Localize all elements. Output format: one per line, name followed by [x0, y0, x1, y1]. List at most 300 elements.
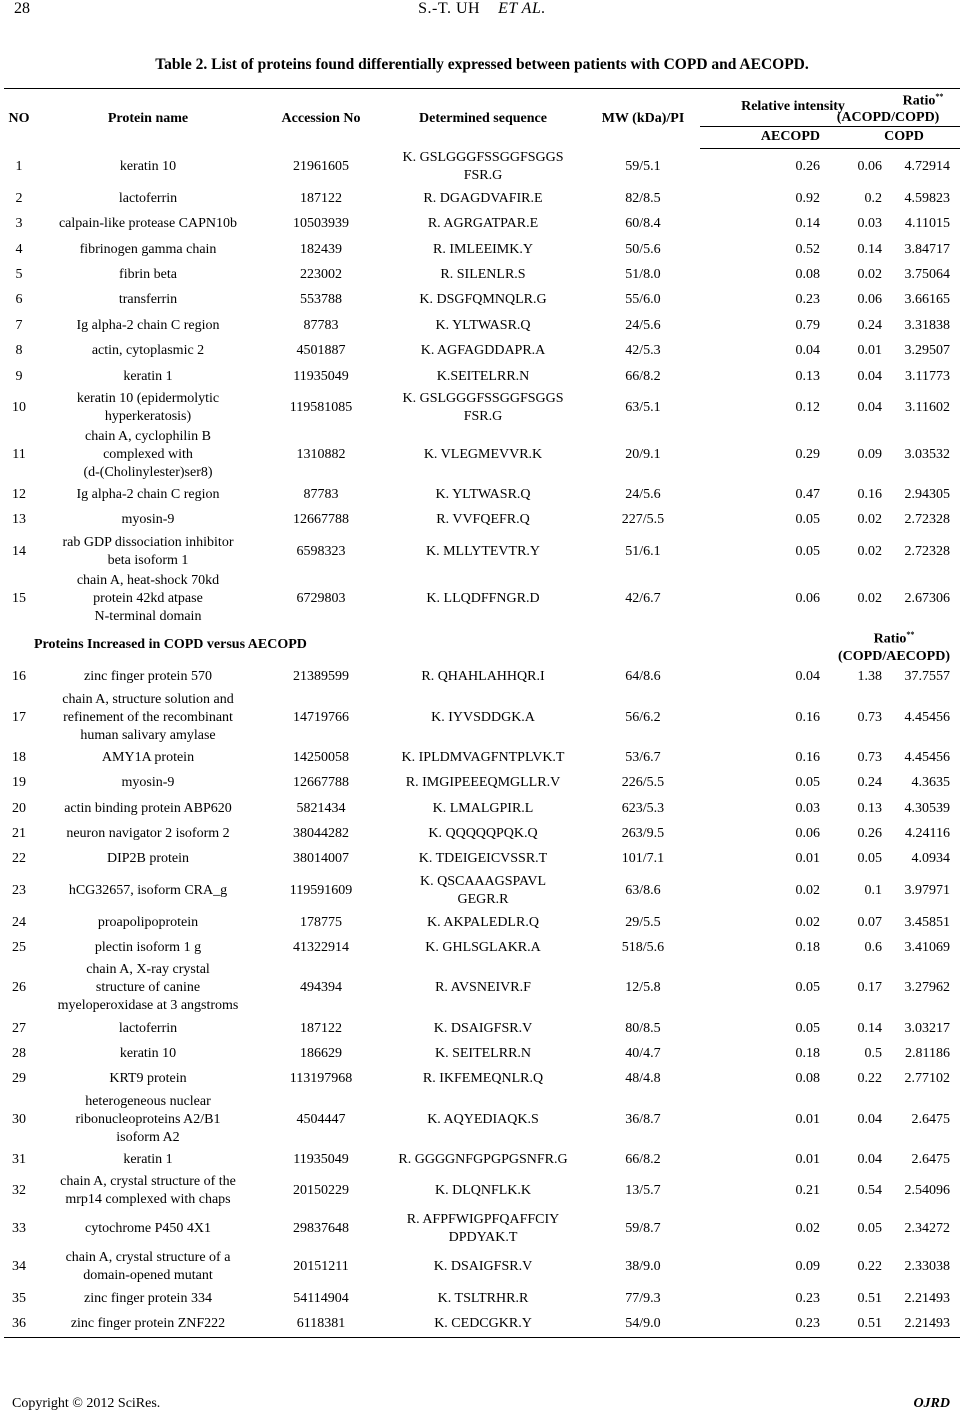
col-header-sequence: Determined sequence [380, 89, 586, 149]
aecopd-cell: 0.23 [795, 1291, 820, 1307]
ratio-cell: 2.21493 [904, 1291, 951, 1307]
protein-name-line: chain A, structure solution and [62, 691, 234, 707]
aecopd-cell: 0.05 [795, 980, 820, 996]
ratio-cell: 2.34272 [904, 1221, 951, 1237]
ratio-cell: 2.54096 [904, 1183, 951, 1199]
col-header-accession: Accession No [262, 89, 380, 149]
mw-cell: 60/8.4 [625, 216, 661, 232]
sequence-cell [380, 872, 586, 910]
table-row [4, 935, 960, 960]
ratio-cell: 3.11602 [905, 400, 951, 416]
no-cell: 33 [12, 1221, 26, 1237]
protein-name-line: myeloperoxidase at 3 angstroms [57, 998, 239, 1014]
no-cell: 26 [12, 980, 26, 996]
sequence-cell [380, 339, 586, 364]
no-cell: 12 [12, 486, 26, 502]
mw-cell: 51/8.0 [625, 267, 661, 283]
sequence-cell [380, 313, 586, 338]
protein-name-line: refinement of the recombinant [63, 709, 233, 725]
protein-name-line: proapolipoprotein [97, 914, 199, 930]
sequence-cell [380, 262, 586, 287]
copd-cell: 0.05 [857, 1221, 883, 1237]
protein-name-cell [34, 508, 262, 533]
no-cell: 16 [12, 669, 26, 685]
sequence-line: K. IPLDMVAGFNTPLVK.T [401, 749, 565, 765]
aecopd-cell: 0.02 [795, 883, 820, 899]
protein-name-line: lactoferrin [118, 190, 178, 206]
table-row [4, 313, 960, 338]
sequence-cell [380, 571, 586, 626]
mw-cell: 38/9.0 [625, 1259, 661, 1275]
protein-name-line: (d-(Cholinylester)ser8) [83, 464, 213, 480]
mw-cell: 59/8.7 [625, 1221, 661, 1237]
table-row [4, 389, 960, 427]
accession-cell: 178775 [300, 914, 342, 930]
copd-cell: 0.6 [864, 940, 883, 956]
protein-table-wrapper [4, 88, 960, 1338]
copd-cell: 0.54 [857, 1183, 883, 1199]
mw-cell: 63/8.6 [625, 883, 661, 899]
mw-cell: 66/8.2 [625, 368, 661, 384]
ratio-cell: 2.72328 [904, 512, 951, 528]
protein-name-cell [34, 745, 262, 770]
no-cell: 14 [12, 544, 26, 560]
copd-cell: 0.06 [857, 159, 883, 175]
copd-cell: 0.73 [857, 709, 883, 725]
table-row [4, 237, 960, 262]
protein-name-cell [34, 1067, 262, 1092]
sequence-cell [380, 935, 586, 960]
no-cell: 5 [15, 267, 23, 283]
sequence-cell [380, 482, 586, 507]
section-ratio-subtitle: (COPD/AECOPD) [838, 648, 950, 664]
aecopd-cell: 0.23 [795, 292, 820, 308]
accession-cell: 10503939 [293, 216, 349, 232]
protein-name-line: myosin-9 [121, 512, 175, 528]
sequence-cell [380, 1016, 586, 1041]
protein-name-line: zinc finger protein 334 [84, 1291, 212, 1307]
protein-name-cell [34, 961, 262, 1016]
sequence-cell [380, 186, 586, 211]
section-ratio-footnote-mark: ** [906, 630, 915, 640]
sequence-cell [380, 665, 586, 690]
copd-cell: 0.14 [857, 241, 883, 257]
accession-cell: 14719766 [293, 709, 349, 725]
aecopd-cell: 0.21 [795, 1183, 820, 1199]
protein-name-line: ribonucleoproteins A2/B1 [75, 1111, 221, 1127]
copd-cell: 0.01 [857, 343, 883, 359]
protein-name-line: Ig alpha-2 chain C region [76, 317, 220, 333]
sequence-line: R. SILENLR.S [440, 267, 526, 283]
sequence-line: DPDYAK.T [448, 1230, 518, 1246]
protein-name-line: keratin 10 [119, 1045, 177, 1061]
aecopd-cell: 0.16 [795, 749, 820, 765]
sequence-cell [380, 288, 586, 313]
protein-name-cell [34, 690, 262, 745]
table-body-increased-aecopd [4, 148, 960, 626]
protein-name-cell [34, 821, 262, 846]
protein-name-line: isoform A2 [116, 1129, 180, 1145]
sequence-line: K. VLEGMEVVR.K [423, 446, 543, 462]
aecopd-cell: 0.06 [795, 590, 820, 606]
sequence-line: K. TDEIGEICVSSR.T [418, 851, 548, 867]
protein-name-line: rab GDP dissociation inhibitor [62, 535, 234, 551]
protein-name-cell [34, 1092, 262, 1147]
mw-cell: 12/5.8 [625, 980, 661, 996]
protein-name-cell [34, 935, 262, 960]
sequence-line: R. IMGIPEEEQMGLLR.V [405, 775, 561, 791]
protein-name-line: myosin-9 [121, 775, 175, 791]
protein-name-cell [34, 262, 262, 287]
table-row [4, 847, 960, 872]
no-cell: 23 [12, 883, 26, 899]
protein-name-line: hyperkeratosis) [104, 409, 192, 425]
accession-cell: 187122 [300, 190, 342, 206]
mw-cell: 226/5.5 [621, 775, 665, 791]
sequence-cell [380, 821, 586, 846]
protein-name-line: heterogeneous nuclear [85, 1093, 211, 1109]
sequence-cell [380, 212, 586, 237]
sequence-cell [380, 1286, 586, 1311]
aecopd-cell: 0.02 [795, 1221, 820, 1237]
copd-cell: 0.06 [857, 292, 883, 308]
no-cell: 36 [4, 1312, 34, 1337]
aecopd-cell: 0.01 [795, 1111, 820, 1127]
table-row [4, 364, 960, 389]
protein-name-line: domain-opened mutant [83, 1268, 213, 1284]
ratio-cell: 2.6475 [911, 1151, 951, 1167]
no-cell: 30 [12, 1111, 26, 1127]
mw-cell: 36/8.7 [625, 1111, 661, 1127]
accession-cell: 38014007 [293, 851, 349, 867]
protein-name-cell [34, 1248, 262, 1286]
aecopd-cell: 0.29 [795, 446, 820, 462]
protein-name-cell [34, 1210, 262, 1248]
accession-cell: 4504447 [296, 1111, 346, 1127]
sequence-line: R. IMLEEIMK.Y [433, 241, 533, 257]
ratio-cell: 2.67306 [904, 590, 951, 606]
aecopd-cell: 0.92 [795, 190, 820, 206]
sequence-cell [380, 847, 586, 872]
ratio-cell: 3.45851 [904, 914, 951, 930]
protein-name-cell [34, 1147, 262, 1172]
sequence-line: K.SEITELRR.N [436, 368, 530, 384]
protein-name-cell [34, 1172, 262, 1210]
accession-cell: 29837648 [293, 1221, 349, 1237]
section-label: Proteins Increased in COPD versus AECOPD [34, 637, 307, 653]
sequence-cell [380, 533, 586, 571]
accession-cell: 6598323 [296, 544, 346, 560]
protein-name-cell [34, 1041, 262, 1066]
protein-name-line: cytochrome P450 4X1 [85, 1221, 211, 1237]
aecopd-cell: 0.26 [795, 159, 820, 175]
protein-name-line: calpain-like protease CAPN10b [58, 216, 238, 232]
copd-cell: 0.1 [864, 883, 883, 899]
table-row [4, 212, 960, 237]
table-row [4, 910, 960, 935]
no-cell: 10 [12, 400, 26, 416]
copd-cell: 0.07 [857, 914, 883, 930]
no-cell: 2 [15, 190, 23, 206]
sequence-cell [380, 1210, 586, 1248]
accession-cell: 223002 [300, 267, 342, 283]
mw-cell: 48/4.8 [625, 1071, 661, 1087]
mw-cell: 42/6.7 [625, 590, 661, 606]
ratio-label: Ratio [902, 93, 936, 109]
aecopd-cell: 0.08 [795, 1071, 820, 1087]
no-cell: 22 [12, 851, 26, 867]
copd-cell: 0.13 [857, 800, 883, 816]
accession-cell: 20151211 [293, 1259, 349, 1275]
mw-cell: 64/8.6 [625, 669, 661, 685]
sequence-line: K. TSLTRHR.R [437, 1291, 529, 1307]
sequence-line: K. QSCAAAGSPAVL [419, 874, 547, 890]
protein-name-cell [34, 186, 262, 211]
protein-name-line: chain A, heat-shock 70kd [76, 572, 220, 588]
ratio-cell: 4.3635 [911, 775, 951, 791]
protein-name-cell [34, 665, 262, 690]
no-cell: 29 [12, 1071, 26, 1087]
ratio-cell: 4.72914 [904, 159, 951, 175]
accession-cell: 87783 [303, 486, 339, 502]
sequence-cell [380, 1092, 586, 1147]
sequence-line: K. GSLGGGFSSGGFSGGS [402, 150, 564, 166]
copd-cell: 0.02 [857, 544, 883, 560]
accession-cell: 113197968 [289, 1071, 353, 1087]
sequence-cell [380, 389, 586, 427]
no-cell: 13 [12, 512, 26, 528]
table-row [4, 1067, 960, 1092]
protein-name-cell [34, 771, 262, 796]
aecopd-cell: 0.02 [795, 914, 820, 930]
aecopd-cell: 0.03 [795, 800, 820, 816]
accession-cell: 1310882 [296, 446, 346, 462]
ratio-cell: 2.21493 [886, 1312, 960, 1337]
ratio-cell: 3.03532 [904, 446, 951, 462]
protein-name-line: DIP2B protein [106, 851, 190, 867]
aecopd-cell: 0.01 [795, 1151, 820, 1167]
ratio-cell: 3.29507 [904, 343, 951, 359]
mw-cell: 101/7.1 [621, 851, 665, 867]
sequence-cell [380, 1172, 586, 1210]
protein-table [4, 88, 960, 1338]
copd-cell: 0.24 [857, 317, 883, 333]
protein-name-cell [34, 1312, 262, 1337]
mw-cell: 29/5.5 [625, 914, 661, 930]
sequence-line: K. DLQNFLK.K [434, 1183, 532, 1199]
table-row [4, 148, 960, 186]
footer-journal: OJRD [913, 1396, 950, 1411]
sequence-line: R. GGGGNFGPGPGSNFR.G [398, 1151, 568, 1167]
mw-cell: 263/9.5 [621, 825, 665, 841]
no-cell: 15 [12, 590, 26, 606]
sequence-line: R. DGAGDVAFIR.E [423, 190, 543, 206]
section-row [4, 626, 960, 665]
header-row [4, 89, 960, 127]
sequence-cell [380, 1041, 586, 1066]
sequence-line: FSR.G [463, 168, 503, 184]
mw-cell: 518/5.6 [621, 940, 665, 956]
table-row [4, 961, 960, 1016]
sequence-cell [380, 148, 586, 186]
protein-name-line: human salivary amylase [80, 727, 216, 743]
section-header [4, 626, 960, 665]
aecopd-cell: 0.04 [795, 669, 820, 685]
table-row [4, 339, 960, 364]
sequence-line: K. AKPALEDLR.Q [427, 914, 539, 930]
aecopd-cell: 0.12 [795, 400, 820, 416]
protein-name-line: Ig alpha-2 chain C region [76, 486, 220, 502]
sequence-cell [380, 961, 586, 1016]
table-row [4, 1286, 960, 1311]
copd-cell: 1.38 [857, 669, 883, 685]
aecopd-cell: 0.09 [795, 1259, 820, 1275]
protein-name-cell [34, 364, 262, 389]
mw-cell: 24/5.6 [625, 317, 661, 333]
copd-cell: 0.04 [857, 400, 883, 416]
aecopd-cell: 0.06 [795, 825, 820, 841]
mw-cell: 50/5.6 [625, 241, 661, 257]
sequence-line: R. QHAHLAHHQR.I [421, 669, 545, 685]
ratio-cell: 2.81186 [905, 1045, 951, 1061]
no-cell: 28 [12, 1045, 26, 1061]
protein-name-line: complexed with [103, 446, 193, 462]
table-row [4, 1172, 960, 1210]
copd-cell: 0.2 [864, 190, 883, 206]
copd-cell: 0.09 [857, 446, 883, 462]
protein-name-line: chain A, crystal structure of the [60, 1174, 236, 1190]
table-row [4, 665, 960, 690]
table-row [4, 482, 960, 507]
protein-name-line: mrp14 complexed with chaps [65, 1192, 231, 1208]
protein-name-line: fibrin beta [119, 267, 177, 283]
mw-cell: 227/5.5 [621, 512, 665, 528]
copd-cell: 0.02 [857, 512, 883, 528]
sequence-line: K. YLTWASR.Q [435, 317, 531, 333]
protein-name-line: keratin 1 [123, 1151, 173, 1167]
no-cell: 35 [12, 1291, 26, 1307]
sequence-line: GEGR.R [457, 892, 509, 908]
no-cell: 17 [12, 709, 26, 725]
accession-cell: 12667788 [293, 775, 349, 791]
ratio-cell: 3.11773 [905, 368, 951, 384]
table-row [4, 262, 960, 287]
sequence-line: R. AVSNEIVR.F [435, 980, 531, 996]
aecopd-cell: 0.14 [795, 216, 820, 232]
accession-cell: 187122 [300, 1020, 342, 1036]
sequence-line: K. GSLGGGFSSGGFSGGS [402, 391, 564, 407]
table-row [4, 1016, 960, 1041]
sequence-cell [380, 690, 586, 745]
copd-cell: 0.51 [820, 1312, 886, 1337]
protein-name-line: keratin 1 [123, 368, 173, 384]
sequence-line: R. AGRGATPAR.E [427, 216, 539, 232]
sequence-cell [380, 771, 586, 796]
ratio-cell: 2.33038 [904, 1259, 951, 1275]
protein-name-line: beta isoform 1 [107, 553, 189, 569]
copd-cell: 0.24 [857, 775, 883, 791]
sequence-line: K. DSAIGFSR.V [433, 1020, 533, 1036]
mw-cell: 53/6.7 [625, 749, 661, 765]
no-cell: 18 [12, 749, 26, 765]
ratio-cell: 4.11015 [905, 216, 951, 232]
ratio-footnote-mark: ** [935, 92, 944, 101]
mw-cell: 13/5.7 [625, 1183, 661, 1199]
protein-name-line: fibrinogen gamma chain [79, 241, 217, 257]
table-row [4, 1041, 960, 1066]
sequence-cell [380, 427, 586, 482]
no-cell: 4 [15, 241, 23, 257]
ratio-cell: 3.84717 [904, 241, 951, 257]
protein-name-cell [34, 389, 262, 427]
col-header-relative-intensity: Relative intensity [700, 89, 886, 127]
protein-name-line: AMY1A protein [101, 749, 195, 765]
accession-cell: 54114904 [293, 1291, 349, 1307]
table-body-increased-copd [4, 665, 960, 1337]
accession-cell: 41322914 [293, 940, 349, 956]
table-row [4, 872, 960, 910]
protein-name-cell [34, 571, 262, 626]
protein-name-cell [34, 1016, 262, 1041]
accession-cell: 11935049 [293, 1151, 349, 1167]
mw-cell: 56/6.2 [625, 709, 661, 725]
protein-name-line: structure of canine [95, 980, 201, 996]
col-header-aecopd: AECOPD [700, 126, 820, 148]
protein-name-cell [34, 288, 262, 313]
sequence-cell [380, 796, 586, 821]
no-cell: 27 [12, 1020, 26, 1036]
protein-name-line: KRT9 protein [109, 1071, 187, 1087]
copd-cell: 0.26 [857, 825, 883, 841]
aecopd-cell: 0.01 [795, 851, 820, 867]
ratio-cell: 3.41069 [904, 940, 951, 956]
aecopd-cell: 0.05 [795, 1020, 820, 1036]
ratio-cell: 3.03217 [904, 1020, 951, 1036]
accession-cell: 119581085 [289, 400, 353, 416]
aecopd-cell: 0.04 [795, 343, 820, 359]
mw-cell: 77/9.3 [625, 1291, 661, 1307]
ratio-cell: 4.45456 [904, 709, 951, 725]
no-cell: 7 [15, 317, 23, 333]
ratio-cell: 4.45456 [904, 749, 951, 765]
protein-name-cell [34, 339, 262, 364]
ratio-cell: 3.97971 [904, 883, 951, 899]
copd-cell: 0.17 [857, 980, 883, 996]
protein-name-cell [34, 847, 262, 872]
aecopd-cell: 0.52 [795, 241, 820, 257]
aecopd-cell: 0.47 [795, 486, 820, 502]
protein-name-line: chain A, crystal structure of a [65, 1250, 231, 1266]
mw-cell: 42/5.3 [625, 343, 661, 359]
protein-name-cell [34, 313, 262, 338]
ratio-cell: 4.59823 [904, 190, 951, 206]
mw-cell: 82/8.5 [625, 190, 661, 206]
accession-cell: 14250058 [293, 749, 349, 765]
table-row [4, 1312, 960, 1337]
aecopd-cell: 0.18 [795, 1045, 820, 1061]
aecopd-cell: 0.18 [795, 940, 820, 956]
no-cell: 19 [12, 775, 26, 791]
mw-cell: 63/5.1 [625, 400, 661, 416]
ratio-cell: 4.24116 [905, 825, 951, 841]
no-cell: 11 [12, 446, 26, 462]
mw-cell: 24/5.6 [625, 486, 661, 502]
col-header-mw: MW (kDa)/PI [586, 89, 700, 149]
no-cell: 25 [12, 940, 26, 956]
ratio-cell: 3.66165 [904, 292, 951, 308]
table-row [4, 690, 960, 745]
accession-cell: 494394 [300, 980, 342, 996]
